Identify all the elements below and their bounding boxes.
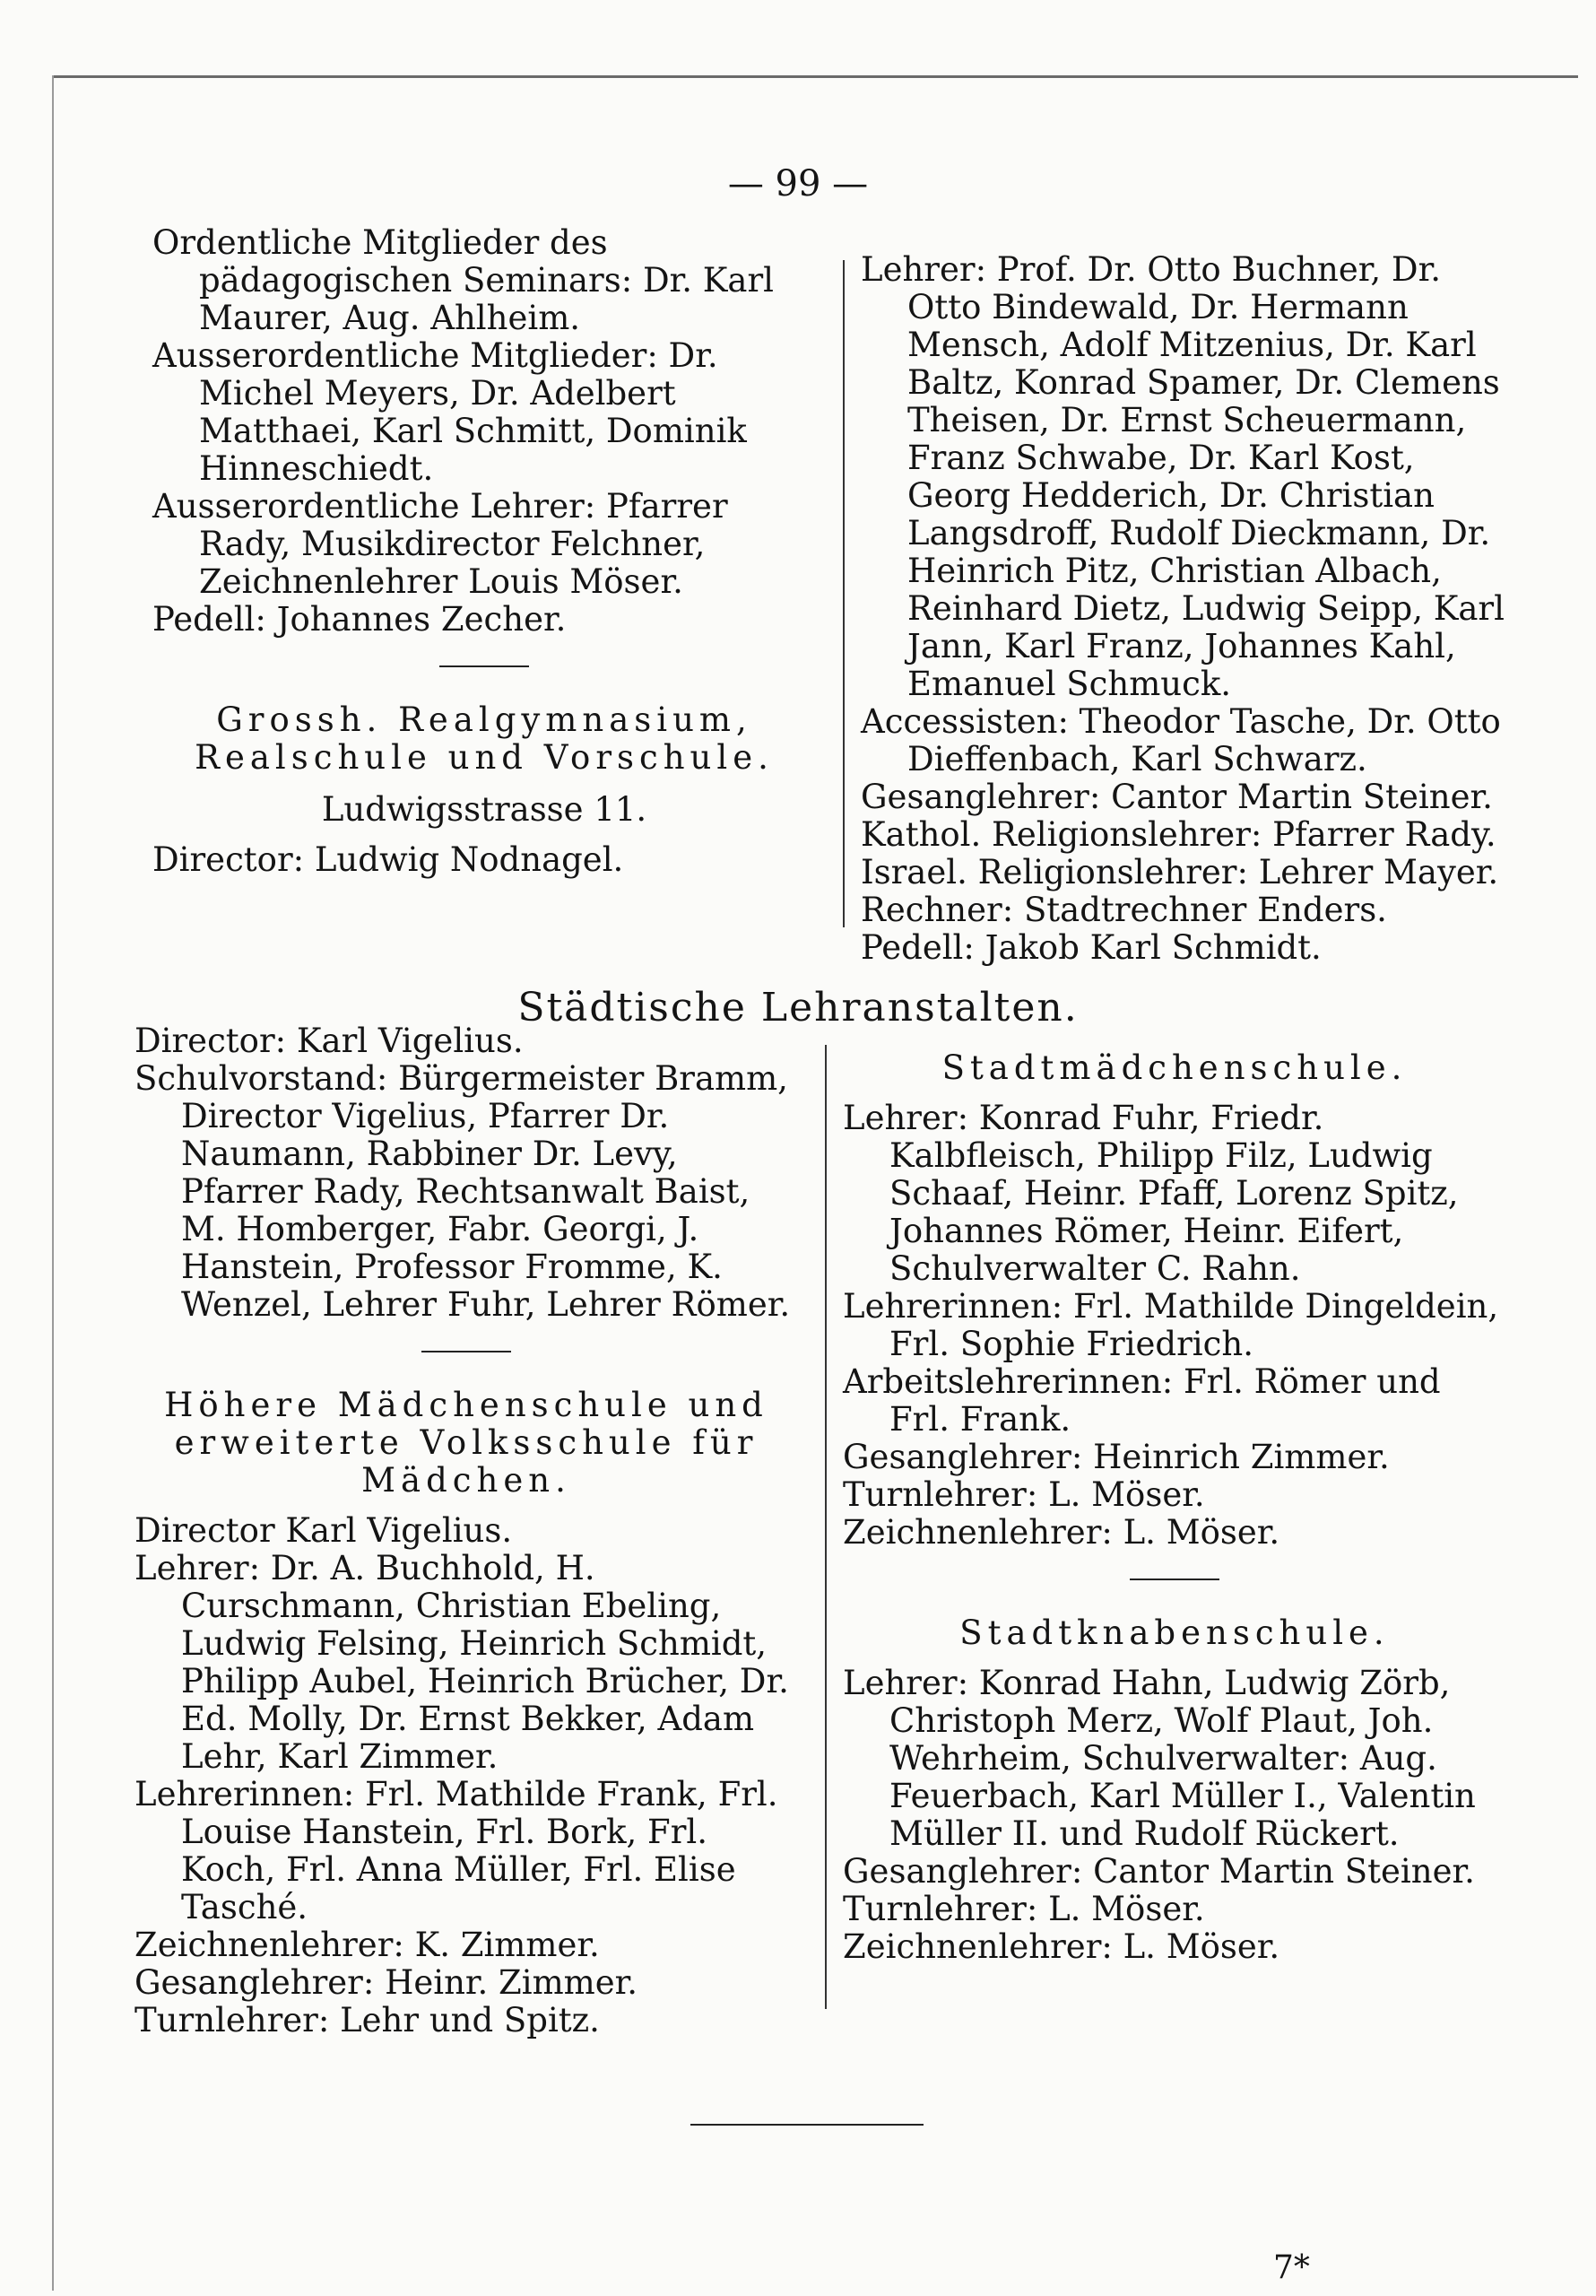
bottom-left-column	[134, 1022, 798, 2039]
entry-paragraph: Zeichnenlehrer: K. Zimmer.	[134, 1926, 600, 1964]
column-divider	[825, 1045, 827, 2009]
entry-paragraph: Lehrerinnen: Frl. Mathilde Dingeldein, Frl. Sophie Friedrich.	[843, 1287, 1499, 1363]
entry-paragraph: Ordentliche Mitglieder des pädagogischen Seminars: Dr. Karl Maurer, Aug. Ahlheim.	[152, 223, 774, 337]
entry-paragraph: Director Karl Vigelius.	[134, 1511, 513, 1550]
entry-paragraph: Gesanglehrer: Cantor Martin Steiner.	[861, 778, 1493, 816]
top-right-column	[861, 251, 1524, 967]
section-title: Städtische Lehranstalten.	[517, 985, 1079, 1031]
entry-paragraph: Director: Karl Vigelius.	[134, 1022, 524, 1060]
bottom-right-column	[843, 1049, 1506, 1966]
top-left-column	[152, 224, 816, 879]
entry-paragraph: Zeichnenlehrer: L. Möser.	[843, 1927, 1280, 1966]
school-address: Ludwigsstrasse 11.	[321, 790, 647, 829]
left-border-rule	[52, 75, 54, 2291]
entry-paragraph: Turnlehrer: L. Möser.	[843, 1890, 1205, 1928]
column-divider	[843, 260, 845, 927]
entry-paragraph: Lehrer: Konrad Fuhr, Friedr. Kalbfleisch, Philipp Filz, Ludwig Schaaf, Heinr. Pfaff, Lorenz Spitz, Johannes Römer, Heinr. Eifert, Schulverwalter C. Rahn.	[843, 1099, 1459, 1288]
entry-paragraph: Kathol. Religionslehrer: Pfarrer Rady.	[861, 815, 1496, 854]
entry-paragraph: Pedell: Jakob Karl Schmidt.	[861, 928, 1322, 967]
entry-paragraph: Rechner: Stadtrechner Enders.	[861, 891, 1387, 929]
entry-paragraph: Turnlehrer: L. Möser.	[843, 1475, 1205, 1514]
entry-paragraph: Accessisten: Theodor Tasche, Dr. Otto Dieffenbach, Karl Schwarz.	[861, 702, 1501, 778]
entry-paragraph: Gesanglehrer: Heinrich Zimmer.	[843, 1438, 1390, 1476]
page-number: — 99 —	[727, 163, 869, 204]
section-divider	[439, 665, 529, 667]
top-border-rule	[54, 75, 1578, 78]
entry-paragraph: Ausserordentliche Lehrer: Pfarrer Rady, Musikdirector Felchner, Zeichnenlehrer Louis Möser.	[152, 487, 728, 601]
signature-mark: 7*	[1273, 2249, 1310, 2286]
entry-paragraph: Lehrerinnen: Frl. Mathilde Frank, Frl. Louise Hanstein, Frl. Bork, Frl. Koch, Frl. Anna Müller, Frl. Elise Tasché.	[134, 1775, 778, 1926]
entry-paragraph: Israel. Religionslehrer: Lehrer Mayer.	[861, 853, 1499, 891]
entry-paragraph: Schulvorstand: Bürgermeister Bramm, Director Vigelius, Pfarrer Dr. Naumann, Rabbiner Dr. Levy, Pfarrer Rady, Rechtsanwalt Baist, M. Homberger, Fabr. Georgi, J. Hanstein, Professor Fromme, K. Wenzel, Lehrer Fuhr, Lehrer Römer.	[134, 1059, 791, 1324]
school-heading: Stadtmädchenschule.	[941, 1048, 1408, 1087]
section-divider	[421, 1351, 511, 1352]
school-heading: Höhere Mädchenschule und erweiterte Volksschule für Mädchen.	[164, 1386, 768, 1500]
entry-paragraph: Lehrer: Konrad Hahn, Ludwig Zörb, Christoph Merz, Wolf Plaut, Joh. Wehrheim, Schulverwalter: Aug. Feuerbach, Karl Müller I., Valentin Müller II. und Rudolf Rückert.	[843, 1664, 1476, 1853]
school-director: Director: Ludwig Nodnagel.	[152, 840, 624, 879]
entry-paragraph: Gesanglehrer: Heinr. Zimmer.	[134, 1963, 638, 2002]
school-heading: Stadtknabenschule.	[959, 1613, 1390, 1652]
entry-paragraph: Arbeitslehrerinnen: Frl. Römer und Frl. Frank.	[843, 1362, 1441, 1439]
entry-paragraph: Gesanglehrer: Cantor Martin Steiner.	[843, 1852, 1475, 1891]
entry-paragraph: Lehrer: Prof. Dr. Otto Buchner, Dr. Otto Bindewald, Dr. Hermann Mensch, Adolf Mitzenius, Dr. Karl Baltz, Konrad Spamer, Dr. Clemens Theisen, Dr. Ernst Scheuermann, Franz Schwabe, Dr. Karl Kost, Georg Hedderich, Dr. Christian Langsdroff, Rudolf Dieckmann, Dr. Heinrich Pitz, Christian Albach, Reinhard Dietz, Ludwig Seipp, Karl Jann, Karl Franz, Johannes Kahl, Emanuel Schmuck.	[861, 250, 1505, 703]
section-divider	[1130, 1578, 1219, 1580]
entry-paragraph: Pedell: Johannes Zecher.	[152, 600, 567, 639]
closing-rule	[690, 2124, 924, 2126]
entry-paragraph: Turnlehrer: Lehr und Spitz.	[134, 2001, 600, 2039]
school-heading: Grossh. Realgymnasium, Realschule und Vorschule.	[195, 700, 774, 777]
entry-paragraph: Zeichnenlehrer: L. Möser.	[843, 1513, 1280, 1552]
entry-paragraph: Lehrer: Dr. A. Buchhold, H. Curschmann, Christian Ebeling, Ludwig Felsing, Heinrich Schmidt, Philipp Aubel, Heinrich Brücher, Dr. Ed. Molly, Dr. Ernst Bekker, Adam Lehr, Karl Zimmer.	[134, 1549, 789, 1776]
entry-paragraph: Ausserordentliche Mitglieder: Dr. Michel Meyers, Dr. Adelbert Matthaei, Karl Schmitt, Dominik Hinneschiedt.	[152, 336, 747, 488]
